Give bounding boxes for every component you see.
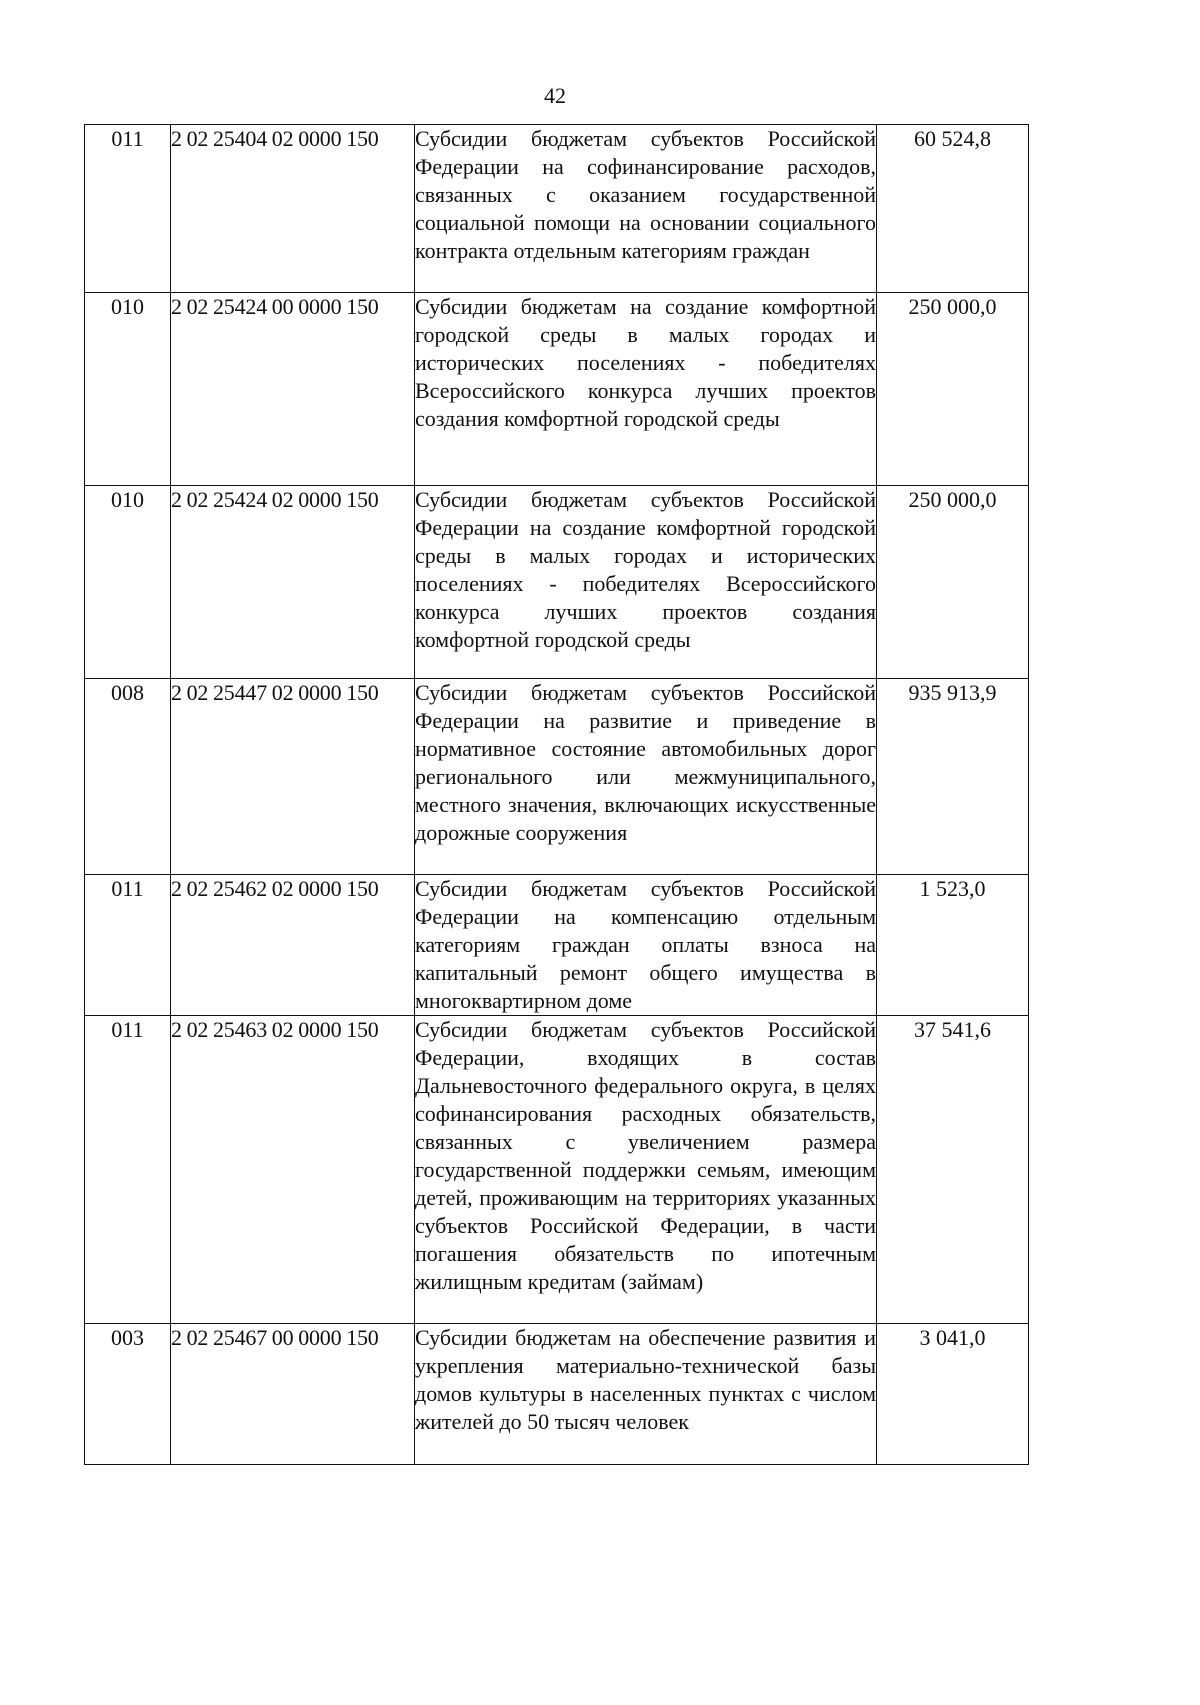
budget-code-cell: 2 02 25404 02 0000 150 [171,125,415,293]
table-row [85,1016,1029,1324]
table-row [85,875,1029,1016]
table-row [85,125,1029,293]
admin-code-cell: 008 [85,679,171,875]
table-row [85,1324,1029,1465]
admin-code-cell: 010 [85,293,171,486]
table-row [85,486,1029,679]
description-cell: Субсидии бюджетам субъектов Российской Федерации, входящих в состав Дальневосточного федерального округа, в целях софинансирования расходных обязательств, связанных с увеличением размера государственной поддержки семьям, имеющим детей, проживающим на территориях указанных субъектов Российской Федерации, в части погашения обязательств по ипотечным жилищным кредитам (займам) [415,1016,877,1324]
budget-code-cell: 2 02 25424 00 0000 150 [171,293,415,486]
description-cell: Субсидии бюджетам субъектов Российской Федерации на софинансирование расходов, связанных с оказанием государственной социальной помощи на основании социального контракта отдельным категориям граждан [415,125,877,293]
amount-cell: 60 524,8 [877,125,1029,293]
description-cell: Субсидии бюджетам субъектов Российской Федерации на компенсацию отдельным категориям граждан оплаты взноса на капитальный ремонт общего имущества в многоквартирном доме [415,875,877,1016]
budget-code-cell: 2 02 25424 02 0000 150 [171,486,415,679]
admin-code-cell: 010 [85,486,171,679]
page-number: 42 [544,83,566,108]
amount-cell: 3 041,0 [877,1324,1029,1465]
budget-code-cell: 2 02 25462 02 0000 150 [171,875,415,1016]
budget-code-cell: 2 02 25463 02 0000 150 [171,1016,415,1324]
budget-code-cell: 2 02 25447 02 0000 150 [171,679,415,875]
description-cell: Субсидии бюджетам на создание комфортной городской среды в малых городах и исторических поселениях - победителях Всероссийского конкурса лучших проектов создания комфортной городской среды [415,293,877,486]
table-row [85,679,1029,875]
admin-code-cell: 011 [85,875,171,1016]
amount-cell: 250 000,0 [877,293,1029,486]
description-cell: Субсидии бюджетам субъектов Российской Федерации на развитие и приведение в нормативное состояние автомобильных дорог регионального или межмуниципального, местного значения, включающих искусственные дорожные сооружения [415,679,877,875]
budget-revenue-table [84,124,1029,1465]
description-cell: Субсидии бюджетам субъектов Российской Федерации на создание комфортной городской среды в малых городах и исторических поселениях - победителях Всероссийского конкурса лучших проектов создания комфортной городской среды [415,486,877,679]
amount-cell: 935 913,9 [877,679,1029,875]
amount-cell: 37 541,6 [877,1016,1029,1324]
admin-code-cell: 011 [85,1016,171,1324]
description-cell: Субсидии бюджетам на обеспечение развития и укрепления материально-технической базы домов культуры в населенных пунктах с числом жителей до 50 тысяч человек [415,1324,877,1465]
admin-code-cell: 011 [85,125,171,293]
table-row [85,293,1029,486]
amount-cell: 250 000,0 [877,486,1029,679]
budget-code-cell: 2 02 25467 00 0000 150 [171,1324,415,1465]
admin-code-cell: 003 [85,1324,171,1465]
amount-cell: 1 523,0 [877,875,1029,1016]
